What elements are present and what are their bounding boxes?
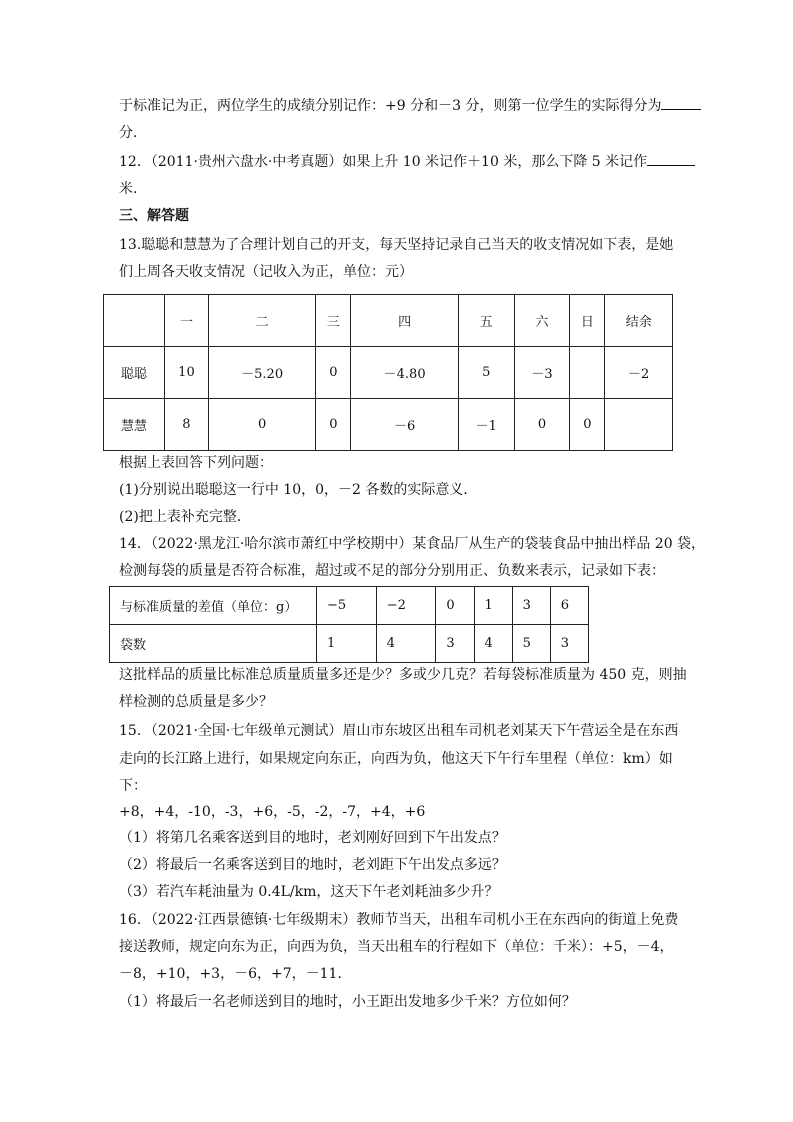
table-cell: −5 (317, 587, 377, 625)
table-cell: 与标准质量的差值（单位：g） (110, 587, 317, 625)
text-line: +8，+4，-10，-3，+6，-5，-2，-7，+4，+6 (119, 804, 426, 820)
table-cell: 4 (474, 625, 512, 663)
text-line: 下： (119, 778, 147, 794)
text-line: 接送教师，规定向东为正，向西为负，当天出租车的行程如下（单位：千米）：+5，－4， (119, 939, 674, 955)
text-line (119, 95, 701, 115)
text-line: 根据上表回答下列问题： (119, 455, 273, 471)
table-cell: 3 (550, 625, 588, 663)
table-cell (104, 295, 165, 347)
table-cell: 慧慧 (104, 399, 165, 451)
text-line: （3）若汽车耗油量为 0.4L/km，这天下午老刘耗油多少升？ (119, 884, 499, 900)
table-row (104, 399, 673, 451)
table-cell: －4.80 (351, 347, 458, 399)
text-line: 这批样品的质量比标准总质量质量多还是少？多或少几克？若每袋标准质量为 450 克，则抽 (119, 667, 687, 683)
text-line: 走向的长江路上进行，如果规定向东正，向西为负，他这天下午行车里程（单位：km）如 (119, 751, 673, 767)
text-line: 15．（2021·全国·七年级单元测试）眉山市东坡区出租车司机老刘某天下午营运全是在东西 (119, 723, 679, 739)
table-cell: 3 (436, 625, 474, 663)
text-line: 13.聪聪和慧慧为了合理计划自己的开支，每天坚持记录自己当天的收支情况如下表，是她 (119, 237, 674, 253)
table-cell: 1 (474, 587, 512, 625)
table-cell: 4 (376, 625, 436, 663)
table-cell: 结余 (605, 295, 673, 347)
table-cell: －3 (514, 347, 570, 399)
table-cell: 0 (514, 399, 570, 451)
table-cell (570, 347, 605, 399)
table-cell: 0 (208, 399, 315, 451)
table-cell: 五 (458, 295, 514, 347)
text-line (119, 151, 695, 171)
text-line: （2）将最后一名乘客送到目的地时，老刘距下午出发点多远？ (119, 857, 506, 873)
text-line: 16．（2022·江西景德镇·七年级期末）教师节当天，出租车司机小王在东西向的街道上免费 (119, 912, 679, 928)
table-cell: 1 (317, 625, 377, 663)
table-cell: －5.20 (208, 347, 315, 399)
table-cell: 3 (512, 587, 550, 625)
table-cell: －1 (458, 399, 514, 451)
table-cell: －2 (605, 347, 673, 399)
table-cell: 日 (570, 295, 605, 347)
table-cell: 聪聪 (104, 347, 165, 399)
table-cell: 0 (316, 347, 351, 399)
table-cell: 5 (458, 347, 514, 399)
answer-blank (661, 95, 701, 110)
table-row (104, 295, 673, 347)
text-line: (2)把上表补充完整． (119, 509, 251, 525)
table-cell: 六 (514, 295, 570, 347)
text-line: （1）将最后一名老师送到目的地时，小王距出发地多少千米？方位如何？ (119, 994, 576, 1010)
table-cell: 5 (512, 625, 550, 663)
mass-difference-table (109, 586, 589, 663)
text-line: (1)分别说出聪聪这一行中 10，0，－2 各数的实际意义． (119, 482, 478, 498)
table-cell (605, 399, 673, 451)
table-cell: 0 (570, 399, 605, 451)
text: 于标准记为正，两位学生的成绩分别记作：+9 分和－3 分，则第一位学生的实际得分为 (119, 98, 662, 114)
text: 12．（2011·贵州六盘水·中考真题）如果上升 10 米记作＋10 米，那么下降 5 米记作 (119, 154, 648, 170)
table-row (104, 347, 673, 399)
table-cell: 8 (165, 399, 209, 451)
income-expense-table (103, 294, 673, 451)
table-cell: 二 (208, 295, 315, 347)
table-cell: 0 (316, 399, 351, 451)
section-heading: 三、解答题 (119, 208, 189, 224)
table-cell: 袋数 (110, 625, 317, 663)
table-cell: －6 (351, 399, 458, 451)
table-cell: 0 (436, 587, 474, 625)
table-cell: 四 (351, 295, 458, 347)
table-cell: 6 (550, 587, 588, 625)
table-cell: 10 (165, 347, 209, 399)
table-cell: 三 (316, 295, 351, 347)
text-line: 样检测的总质量是多少？ (119, 694, 273, 710)
text-line: 米． (119, 181, 147, 197)
text-line: （1）将第几名乘客送到目的地时，老刘刚好回到下午出发点？ (119, 830, 506, 846)
text-line: 检测每袋的质量是否符合标准，超过或不足的部分分别用正、负数来表示，记录如下表： (119, 563, 665, 579)
text-line: 分． (119, 125, 147, 141)
table-row (110, 625, 589, 663)
table-cell: 一 (165, 295, 209, 347)
table-cell: −2 (376, 587, 436, 625)
text-line: 14．（2022·黑龙江·哈尔滨市萧红中学校期中）某食品厂从生产的袋装食品中抽出样品 20 袋， (119, 536, 706, 552)
text-line: －8，+10，+3，－6，+7，－11． (119, 966, 352, 982)
text-line: 们上周各天收支情况（记收入为正，单位：元） (119, 264, 413, 280)
answer-blank (647, 151, 695, 166)
table-row (110, 587, 589, 625)
